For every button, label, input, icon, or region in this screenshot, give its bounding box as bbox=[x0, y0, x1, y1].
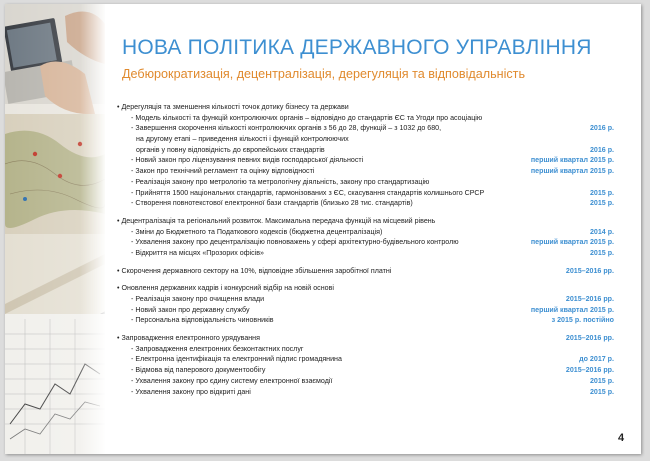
page-subtitle: Дебюрократизація, децентралізація, дерегуляція та відповідальність bbox=[122, 67, 526, 81]
item-text: • Скорочення державного сектору на 10%, відповідне збільшення заробітної платні bbox=[117, 266, 392, 275]
list-item bbox=[117, 134, 614, 145]
list-item bbox=[117, 155, 614, 166]
item-date: 2015 р. bbox=[589, 188, 614, 197]
item-text: - Відмова від паперового документообігу bbox=[131, 366, 266, 375]
list-item bbox=[117, 365, 614, 376]
list-item bbox=[117, 198, 614, 209]
item-date: 2015 р. bbox=[589, 199, 614, 208]
policy-list bbox=[117, 102, 614, 397]
list-item bbox=[117, 387, 614, 398]
item-date: 2015 р. bbox=[589, 376, 614, 385]
item-text: - Новий закон про державну службу bbox=[131, 305, 250, 314]
list-item bbox=[117, 166, 614, 177]
item-text: - Модель кількості та функцій контролюючих органів – відповідно до стандартів ЄС та Угоди про асоціацію bbox=[131, 113, 483, 122]
item-text: - Завершення скорочення кількості контролюючих органів з 56 до 28, функцій – з 1032 до 680, bbox=[131, 124, 442, 133]
item-date: 2016 р. bbox=[589, 145, 614, 154]
item-text: - Зміни до Бюджетного та Податкового кодексів (бюджетна децентралізація) bbox=[131, 227, 383, 236]
list-item bbox=[117, 113, 614, 124]
item-date: 2015–2016 рр. bbox=[565, 334, 614, 343]
item-text: - Ухвалення закону про єдину систему електронної взаємодії bbox=[131, 376, 333, 385]
item-date: 2015–2016 рр. bbox=[565, 366, 614, 375]
item-text: - Новий закон про ліцензування певних видів господарської діяльності bbox=[131, 156, 364, 165]
item-text: - Створення повнотекстової електронної бази стандартів (близько 28 тис. стандартів) bbox=[131, 199, 413, 208]
item-text: - Електронна ідентифікація та електронний підпис громадянина bbox=[131, 355, 342, 364]
item-text: - Ухвалення закону про децентралізацію повноважень у сфері архітектурно-будівельного контролю bbox=[131, 238, 459, 247]
item-text: - Ухвалення закону про відкриті дані bbox=[131, 387, 251, 396]
section-gap bbox=[117, 276, 614, 283]
list-item bbox=[117, 227, 614, 238]
list-item bbox=[117, 145, 614, 156]
list-item bbox=[117, 123, 614, 134]
item-text: - Прийняття 1500 національних стандартів, гармонізованих з ЄС, скасування стандартів колишнього СРСР bbox=[131, 188, 485, 197]
item-text: на другому етапі – приведення кількості і функцій контролюючих bbox=[136, 135, 349, 144]
item-text: • Децентралізація та регіональний розвиток. Максимальна передача функцій на місцевий рівень bbox=[117, 216, 436, 225]
item-text: • Оновлення державних кадрів і конкурсний відбір на новій основі bbox=[117, 284, 334, 293]
page-title: НОВА ПОЛІТИКА ДЕРЖАВНОГО УПРАВЛІННЯ bbox=[122, 36, 592, 59]
section-heading bbox=[117, 216, 614, 227]
list-item bbox=[117, 188, 614, 199]
item-text: органів у повну відповідність до європейських стандартів bbox=[136, 145, 325, 154]
list-item bbox=[117, 177, 614, 188]
section-heading bbox=[117, 266, 614, 277]
item-date: з 2015 р. постійно bbox=[551, 316, 614, 325]
item-text: - Персональна відповідальність чиновників bbox=[131, 316, 274, 325]
list-item bbox=[117, 315, 614, 326]
item-date: до 2017 р. bbox=[579, 355, 614, 364]
item-date: перший квартал 2015 р. bbox=[530, 167, 614, 176]
item-date: перший квартал 2015 р. bbox=[530, 156, 614, 165]
list-item bbox=[117, 376, 614, 387]
item-date: 2015–2016 рр. bbox=[565, 295, 614, 303]
item-date: 2016 р. bbox=[589, 124, 614, 133]
section-heading bbox=[117, 102, 614, 113]
section-heading bbox=[117, 333, 614, 344]
list-item bbox=[117, 294, 614, 305]
item-date: 2015–2016 рр. bbox=[565, 266, 614, 275]
item-text: - Закон про технічний регламент та оцінку відповідності bbox=[131, 167, 315, 176]
section-gap bbox=[117, 259, 614, 266]
page-number: 4 bbox=[618, 432, 625, 444]
item-text: • Дерегуляція та зменшення кількості точок дотику бізнесу та держави bbox=[117, 103, 349, 111]
item-date: перший квартал 2015 р. bbox=[530, 305, 614, 314]
item-text: - Реалізація закону про очищення влади bbox=[131, 295, 265, 303]
item-date: 2015 р. bbox=[589, 248, 614, 257]
item-text: • Запровадження електронного урядування bbox=[117, 334, 260, 343]
slide-page bbox=[5, 4, 641, 454]
list-item bbox=[117, 248, 614, 259]
list-item bbox=[117, 237, 614, 248]
item-date: перший квартал 2015 р. bbox=[530, 238, 614, 247]
section-heading bbox=[117, 283, 614, 294]
item-text: - Запровадження електронних безконтактних послуг bbox=[131, 344, 304, 353]
section-gap bbox=[117, 209, 614, 216]
list-item bbox=[117, 354, 614, 365]
section-gap bbox=[117, 326, 614, 333]
item-date: 2015 р. bbox=[589, 387, 614, 396]
list-item bbox=[117, 305, 614, 316]
item-text: - Реалізація закону про метрологію та метрологічну діяльність, закону про стандартизацію bbox=[131, 177, 430, 186]
item-date: 2014 р. bbox=[589, 227, 614, 236]
list-item bbox=[117, 344, 614, 355]
office-desk-photo bbox=[5, 4, 105, 454]
item-text: - Відкриття на місцях «Прозорих офісів» bbox=[131, 248, 264, 257]
